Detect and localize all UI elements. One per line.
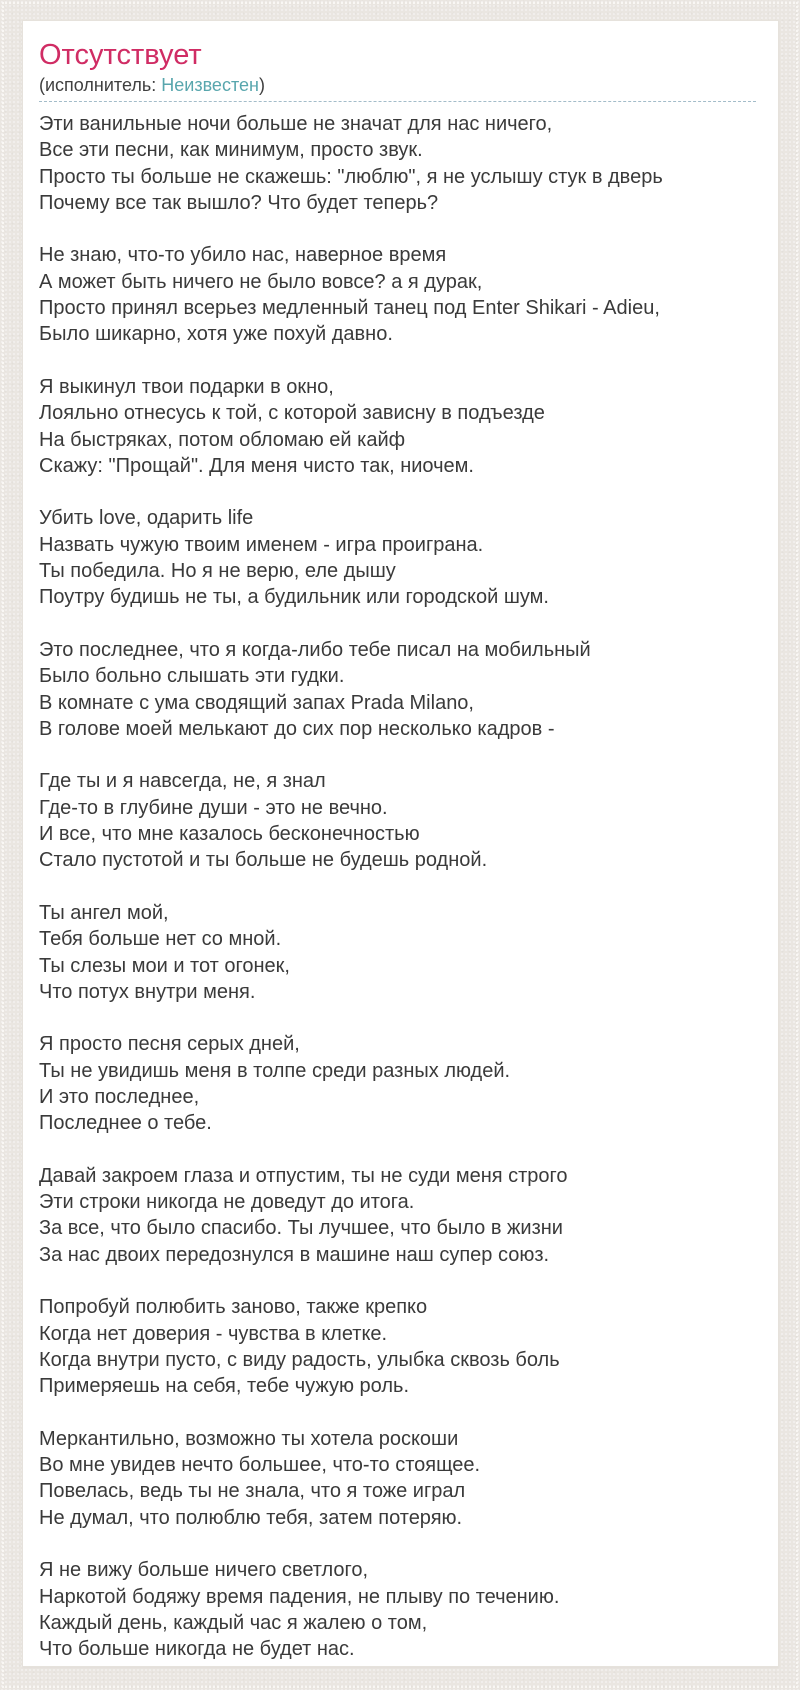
artist-link[interactable]: Неизвестен xyxy=(161,75,259,95)
lyrics-text xyxy=(39,111,756,1663)
lyrics-stanza: Я просто песня серых дней, Ты не увидишь меня в толпе среди разных людей. И это последнее, Последнее о тебе. xyxy=(39,1033,511,1135)
lyrics-stanza: Эти ванильные ночи больше не значат для нас ничего, Все эти песни, как минимум, просто звук. Просто ты больше не скажешь: "люблю", я не услышу стук в дверь Почему все так вышло? Что будет теперь? xyxy=(39,113,663,214)
lyrics-stanza: Где ты и я навсегда, не, я знал Где-то в глубине души - это не вечно. И все, что мне казалось бесконечностью Стало пустотой и ты больше не будешь родной. xyxy=(39,770,488,872)
artist-prefix-label: (исполнитель: xyxy=(39,75,162,95)
lyrics-stanza: Я не вижу больше ничего светлого, Наркотой бодяжу время падения, не плыву по течению. Каждый день, каждый час я жалею о том, Что больше никогда не будет нас. xyxy=(39,1559,560,1661)
header-separator xyxy=(39,101,756,102)
lyrics-stanza: Ты ангел мой, Тебя больше нет со мной. Ты слезы мои и тот огонек, Что потух внутри меня. xyxy=(39,901,290,1003)
lyrics-stanza: Я выкинул твои подарки в окно, Лояльно отнесусь к той, с которой зависну в подъезде На быстряках, потом обломаю ей кайф Скажу: "Прощай". Для меня чисто так, ниочем. xyxy=(39,375,545,477)
artist-line xyxy=(39,75,756,96)
artist-suffix-label: ) xyxy=(258,75,265,95)
lyrics-stanza: Давай закроем глаза и отпустим, ты не суди меня строго Эти строки никогда не доведут до итога. За все, что было спасибо. Ты лучшее, что было в жизни За нас двоих передознулся в машине наш супер союз. xyxy=(39,1164,568,1266)
lyrics-stanza: Попробуй полюбить заново, также крепко Когда нет доверия - чувства в клетке. Когда внутри пусто, с виду радость, улыбка сквозь боль Примеряешь на себя, тебе чужую роль. xyxy=(39,1296,560,1398)
content-card xyxy=(22,20,779,1667)
song-title: Отсутствует xyxy=(39,39,202,71)
lyrics-stanza: Убить love, одарить life Назвать чужую твоим именем - игра проиграна. Ты победила. Но я не верю, еле дышу Поутру будишь не ты, а будильник или городской шум. xyxy=(39,507,549,609)
lyrics-stanza: Меркантильно, возможно ты хотела роскоши Во мне увидев нечто большее, что-то стоящее. Повелась, ведь ты не знала, что я тоже играл Не думал, что полюблю тебя, затем потеряю. xyxy=(39,1427,481,1529)
lyrics-stanza: Это последнее, что я когда-либо тебе писал на мобильный Было больно слышать эти гудки. В комнате с ума сводящий запах Prada Milano, В голове моей мелькают до сих пор несколько кадров - xyxy=(39,638,591,740)
lyrics-stanza: Не знаю, что-то убило нас, наверное время А может быть ничего не было вовсе? а я дурак, Просто принял всерьез медленный танец под Enter Shikari - Adieu, Было шикарно, хотя уже похуй давно. xyxy=(39,244,660,346)
